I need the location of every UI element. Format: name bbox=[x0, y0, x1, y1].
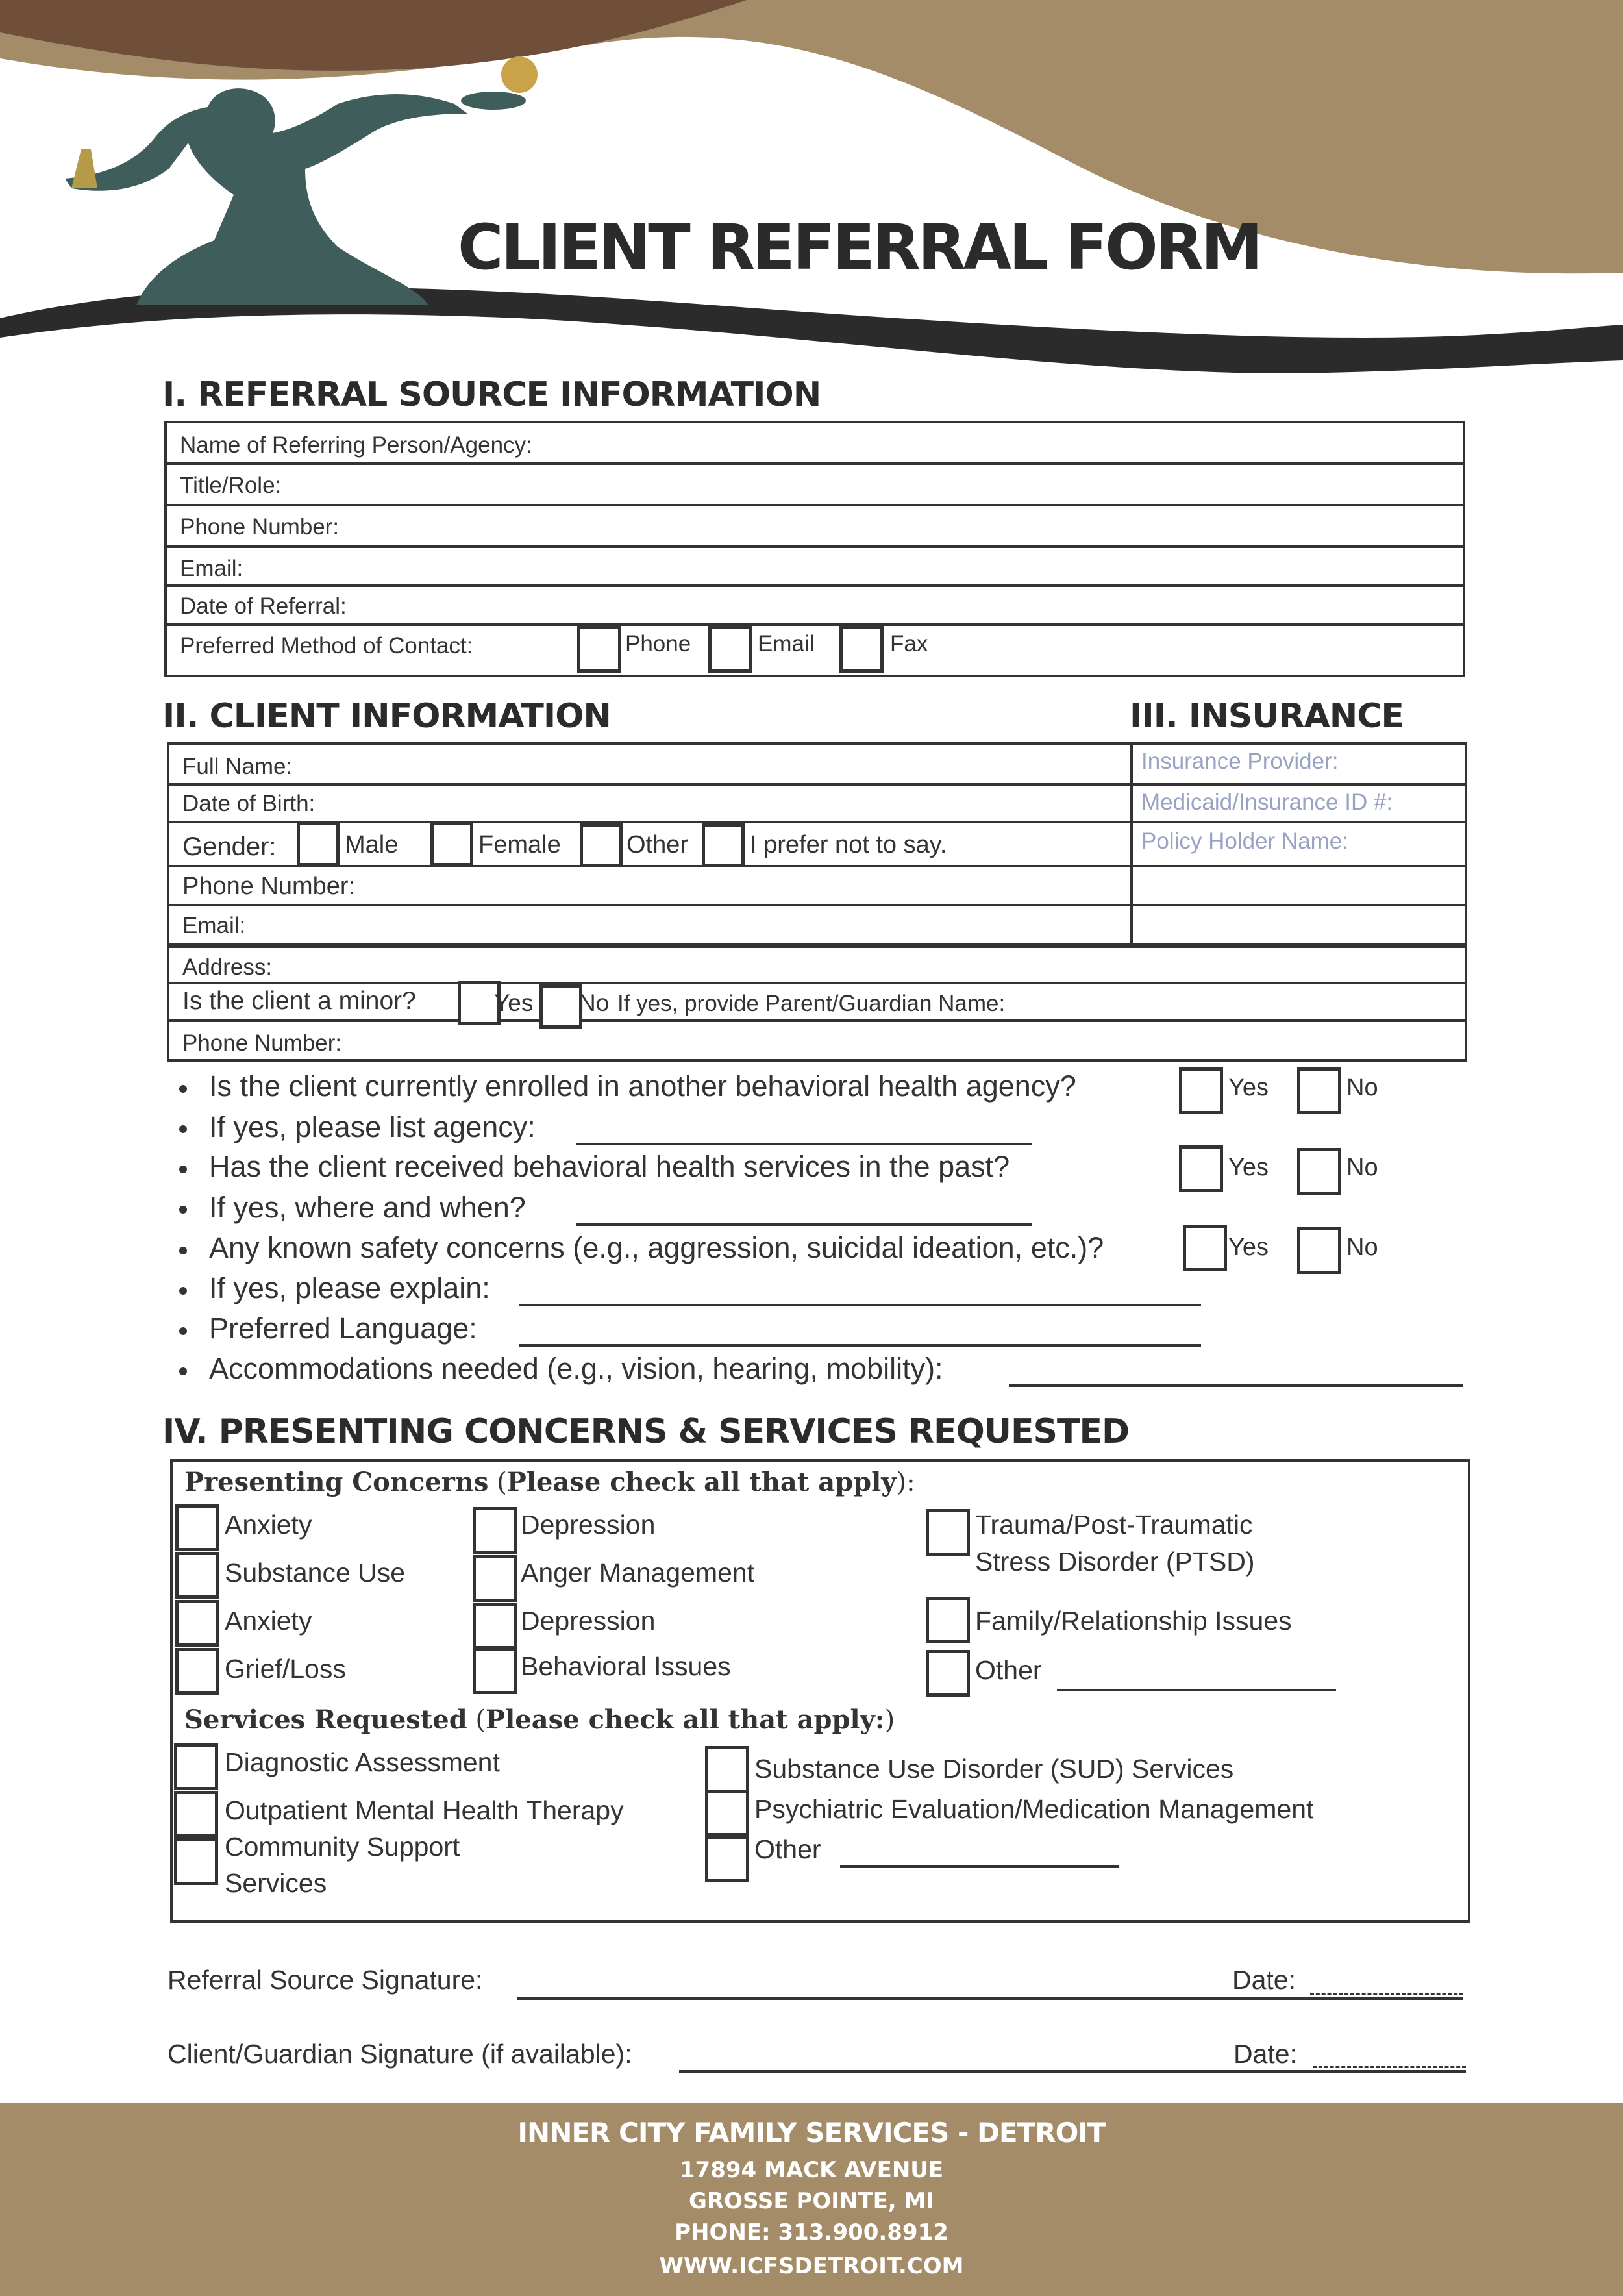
referral-phone-label: Phone Number: bbox=[180, 514, 340, 540]
services-paren-open: ( bbox=[475, 1705, 486, 1735]
policy-holder-label: Policy Holder Name: bbox=[1141, 829, 1348, 854]
service-psychiatric-label: Psychiatric Evaluation/Medication Management bbox=[754, 1794, 1314, 1824]
safety-yes-checkbox[interactable] bbox=[1183, 1225, 1227, 1271]
referral-source-table bbox=[164, 421, 1465, 677]
footer-address-2: GROSSE POINTE, MI bbox=[688, 2188, 935, 2214]
enrolled-no-label: No bbox=[1346, 1074, 1378, 1101]
gender-male-label: Male bbox=[345, 831, 399, 858]
gender-other-checkbox[interactable] bbox=[580, 823, 623, 867]
bullet-icon bbox=[179, 1206, 187, 1214]
service-community-label-2: Services bbox=[225, 1868, 327, 1898]
service-diagnostic-checkbox[interactable] bbox=[174, 1743, 218, 1790]
concern-anxiety-2-checkbox[interactable] bbox=[175, 1600, 219, 1647]
concern-anger-label: Anger Management bbox=[521, 1558, 755, 1588]
language-answer-line[interactable] bbox=[519, 1344, 1201, 1347]
enrolled-yes-checkbox[interactable] bbox=[1179, 1067, 1223, 1114]
service-outpatient-label: Outpatient Mental Health Therapy bbox=[225, 1795, 624, 1825]
services-paren-close: ) bbox=[884, 1705, 895, 1735]
contact-method-label: Preferred Method of Contact: bbox=[180, 633, 473, 658]
footer-org: INNER CITY FAMILY SERVICES - DETROIT bbox=[517, 2117, 1106, 2149]
question-accommodations: Accommodations needed (e.g., vision, hearing, mobility): bbox=[209, 1352, 943, 1385]
client-info-table bbox=[167, 742, 1467, 1062]
referral-phone-row[interactable] bbox=[167, 506, 1463, 548]
question-past-services: Has the client received behavioral health services in the past? bbox=[209, 1150, 1010, 1183]
service-other-label: Other bbox=[754, 1834, 821, 1864]
question-explain: If yes, please explain: bbox=[209, 1271, 490, 1304]
past-services-yes-label: Yes bbox=[1228, 1154, 1269, 1181]
services-note: Please check all that apply: bbox=[486, 1704, 885, 1735]
minor-no-label: No bbox=[578, 990, 610, 1016]
referral-title-label: Title/Role: bbox=[180, 473, 282, 498]
services-title: Services Requested bbox=[184, 1704, 467, 1735]
referral-date-row[interactable] bbox=[167, 587, 1463, 626]
where-when-answer-line[interactable] bbox=[576, 1223, 1032, 1226]
concerns-title: Presenting Concerns bbox=[184, 1467, 489, 1497]
family-figure-icon bbox=[71, 149, 97, 188]
footer bbox=[0, 2103, 1623, 2296]
bullet-icon bbox=[179, 1287, 187, 1295]
section-referral-heading: I. REFERRAL SOURCE INFORMATION bbox=[162, 375, 821, 414]
concern-family-label: Family/Relationship Issues bbox=[975, 1606, 1292, 1636]
concern-anxiety-checkbox[interactable] bbox=[175, 1504, 219, 1551]
page-title: CLIENT REFERRAL FORM bbox=[458, 211, 1261, 284]
past-services-no-label: No bbox=[1346, 1154, 1378, 1181]
concern-depression-checkbox[interactable] bbox=[473, 1507, 517, 1554]
referral-date-label: Date of Referral: bbox=[180, 593, 347, 619]
contact-email-label: Email bbox=[758, 631, 815, 656]
service-other-checkbox[interactable] bbox=[705, 1836, 749, 1882]
bullet-icon bbox=[179, 1247, 187, 1254]
past-services-yes-checkbox[interactable] bbox=[1179, 1145, 1223, 1192]
header-artwork bbox=[0, 0, 1623, 403]
concern-other-checkbox[interactable] bbox=[926, 1650, 970, 1697]
service-outpatient-checkbox[interactable] bbox=[174, 1791, 218, 1838]
concern-anxiety-label: Anxiety bbox=[225, 1510, 312, 1540]
client-email-label: Email: bbox=[182, 913, 246, 938]
insurance-id-label: Medicaid/Insurance ID #: bbox=[1141, 790, 1393, 815]
gender-prefer-not-checkbox[interactable] bbox=[702, 823, 745, 867]
service-diagnostic-label: Diagnostic Assessment bbox=[225, 1747, 500, 1777]
client-signature-label: Client/Guardian Signature (if available): bbox=[167, 2039, 632, 2069]
concern-trauma-checkbox[interactable] bbox=[926, 1509, 970, 1556]
guardian-label: If yes, provide Parent/Guardian Name: bbox=[617, 991, 1006, 1016]
safety-no-checkbox[interactable] bbox=[1297, 1227, 1341, 1274]
contact-fax-label: Fax bbox=[890, 631, 928, 656]
question-agency: If yes, please list agency: bbox=[209, 1110, 536, 1143]
client-email-row[interactable] bbox=[169, 906, 1465, 945]
referral-name-label: Name of Referring Person/Agency: bbox=[180, 432, 532, 458]
bullet-icon bbox=[179, 1327, 187, 1335]
gender-other-label: Other bbox=[626, 831, 689, 858]
concern-depression-label: Depression bbox=[521, 1510, 656, 1540]
explain-answer-line[interactable] bbox=[519, 1304, 1201, 1306]
referral-date-label: Date: bbox=[1232, 1965, 1296, 1995]
concern-depression-2-label: Depression bbox=[521, 1606, 656, 1636]
referral-name-row[interactable] bbox=[167, 423, 1463, 465]
concern-grief-checkbox[interactable] bbox=[175, 1648, 219, 1695]
bullet-icon bbox=[179, 1367, 187, 1375]
service-psychiatric-checkbox[interactable] bbox=[705, 1790, 749, 1836]
concern-other-line[interactable] bbox=[1057, 1689, 1336, 1691]
insurance-provider-label: Insurance Provider: bbox=[1141, 749, 1339, 774]
concern-behavioral-label: Behavioral Issues bbox=[521, 1651, 731, 1681]
concern-trauma-label-2: Stress Disorder (PTSD) bbox=[975, 1547, 1255, 1577]
service-other-line[interactable] bbox=[840, 1866, 1119, 1868]
bullet-icon bbox=[179, 1125, 187, 1133]
gender-male-checkbox[interactable] bbox=[297, 822, 340, 866]
past-services-no-checkbox[interactable] bbox=[1297, 1148, 1341, 1195]
concern-depression-2-checkbox[interactable] bbox=[473, 1603, 517, 1649]
referral-signature-label: Referral Source Signature: bbox=[167, 1965, 483, 1995]
contact-phone-label: Phone bbox=[625, 631, 691, 656]
concerns-note: Please check all that apply bbox=[506, 1467, 897, 1497]
service-sud-label: Substance Use Disorder (SUD) Services bbox=[754, 1754, 1234, 1784]
contact-phone-checkbox[interactable] bbox=[577, 626, 621, 673]
question-enrolled: Is the client currently enrolled in another behavioral health agency? bbox=[209, 1069, 1076, 1103]
concern-behavioral-checkbox[interactable] bbox=[473, 1647, 517, 1694]
referral-email-row[interactable] bbox=[167, 548, 1463, 587]
safety-yes-label: Yes bbox=[1228, 1234, 1269, 1261]
service-sud-checkbox[interactable] bbox=[705, 1746, 749, 1793]
address-label: Address: bbox=[182, 955, 273, 980]
concern-other-label: Other bbox=[975, 1655, 1042, 1685]
client-signature-line[interactable] bbox=[679, 2070, 1466, 2073]
referral-signature-line[interactable] bbox=[517, 1997, 1463, 2000]
enrolled-yes-label: Yes bbox=[1228, 1074, 1269, 1101]
concerns-title-line bbox=[184, 1467, 915, 1497]
concern-substance-checkbox[interactable] bbox=[175, 1552, 219, 1599]
question-language: Preferred Language: bbox=[209, 1312, 477, 1345]
gender-prefer-not-label: I prefer not to say. bbox=[750, 831, 947, 858]
question-where-when: If yes, where and when? bbox=[209, 1191, 526, 1224]
client-phone-row[interactable] bbox=[169, 867, 1465, 906]
dob-label: Date of Birth: bbox=[182, 791, 316, 816]
enrolled-no-checkbox[interactable] bbox=[1297, 1067, 1341, 1114]
agency-answer-line[interactable] bbox=[576, 1143, 1032, 1145]
section-insurance-heading: III. INSURANCE bbox=[1130, 697, 1404, 736]
gender-label: Gender: bbox=[182, 832, 277, 861]
service-community-checkbox[interactable] bbox=[174, 1838, 218, 1885]
section-concerns-heading: IV. PRESENTING CONCERNS & SERVICES REQUESTED bbox=[162, 1412, 1130, 1451]
safety-no-label: No bbox=[1346, 1234, 1378, 1261]
footer-phone: PHONE: 313.900.8912 bbox=[675, 2219, 948, 2245]
guardian-phone-label: Phone Number: bbox=[182, 1030, 342, 1056]
bullet-icon bbox=[179, 1085, 187, 1093]
full-name-row[interactable] bbox=[169, 745, 1465, 786]
address-row[interactable] bbox=[169, 948, 1465, 984]
concern-trauma-label: Trauma/Post-Traumatic bbox=[975, 1510, 1253, 1540]
concern-grief-label: Grief/Loss bbox=[225, 1654, 346, 1684]
dob-row[interactable] bbox=[169, 786, 1465, 823]
full-name-label: Full Name: bbox=[182, 754, 293, 779]
footer-address-1: 17894 MACK AVENUE bbox=[679, 2157, 944, 2183]
referral-title-row[interactable] bbox=[167, 465, 1463, 506]
concern-family-checkbox[interactable] bbox=[926, 1597, 970, 1643]
gender-row bbox=[169, 823, 1465, 867]
concerns-paren-open: ( bbox=[497, 1467, 507, 1497]
minor-row bbox=[169, 984, 1465, 1022]
client-date-line[interactable] bbox=[1313, 2066, 1466, 2068]
minor-yes-label: Yes bbox=[494, 990, 534, 1016]
concerns-paren-close: ): bbox=[896, 1467, 915, 1497]
concern-substance-label: Substance Use bbox=[225, 1558, 406, 1588]
minor-label: Is the client a minor? bbox=[182, 987, 416, 1015]
referral-email-label: Email: bbox=[180, 556, 243, 581]
bullet-icon bbox=[179, 1166, 187, 1173]
referral-date-line[interactable] bbox=[1310, 1993, 1463, 1995]
concern-anxiety-2-label: Anxiety bbox=[225, 1606, 312, 1636]
accommodations-answer-line[interactable] bbox=[1009, 1384, 1463, 1387]
gender-female-label: Female bbox=[478, 831, 561, 858]
contact-email-checkbox[interactable] bbox=[708, 626, 752, 673]
concerns-services-box bbox=[170, 1459, 1470, 1923]
gender-female-checkbox[interactable] bbox=[430, 822, 473, 866]
services-title-line bbox=[184, 1704, 895, 1735]
client-phone-label: Phone Number: bbox=[182, 873, 356, 900]
contact-fax-checkbox[interactable] bbox=[839, 626, 884, 673]
client-date-label: Date: bbox=[1233, 2039, 1297, 2069]
section-client-heading: II. CLIENT INFORMATION bbox=[162, 697, 611, 736]
question-safety: Any known safety concerns (e.g., aggression, suicidal ideation, etc.)? bbox=[209, 1231, 1104, 1264]
service-community-label: Community Support bbox=[225, 1832, 460, 1862]
sphere-icon bbox=[501, 56, 538, 93]
concern-anger-checkbox[interactable] bbox=[473, 1555, 517, 1602]
footer-website[interactable]: WWW.ICFSDETROIT.COM bbox=[659, 2253, 964, 2279]
minor-no-checkbox[interactable] bbox=[539, 984, 582, 1029]
